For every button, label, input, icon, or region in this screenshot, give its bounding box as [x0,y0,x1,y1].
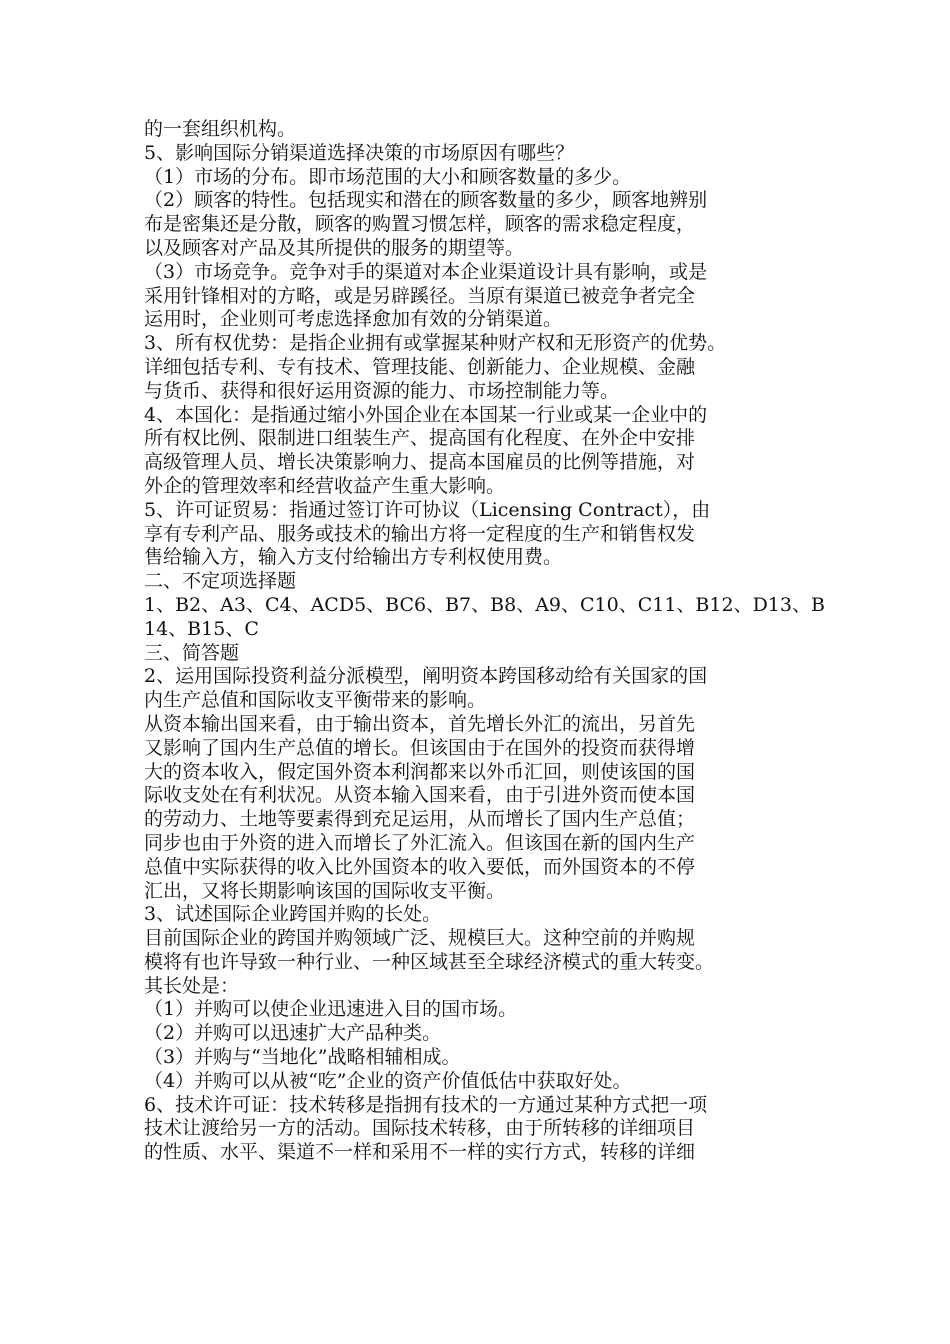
text-line: 高级管理人员、增长决策影响力、提高本国雇员的比例等措施，对 [144,451,696,474]
text-line: 1、B2、A3、C4、ACD5、BC6、B7、B8、A9、C10、C11、B12、D13、B [144,593,825,616]
text-line: 又影响了国内生产总值的增长。但该国由于在国外的投资而获得增 [144,736,696,759]
text-line: 总值中实际获得的收入比外国资本的收入要低，而外国资本的不停 [144,855,696,878]
text-line: （2）顾客的特性。包括现实和潜在的顾客数量的多少，顾客地辨别 [144,189,708,212]
text-line: （3）市场竞争。竞争对手的渠道对本企业渠道设计具有影响，或是 [144,260,708,283]
text-line: 模将有也许导致一种行业、一种区域甚至全球经济模式的重大转变。 [144,950,715,973]
text-line: 运用时，企业则可考虑选择愈加有效的分销渠道。 [144,308,563,331]
text-line: 从资本输出国来看，由于输出资本，首先增长外汇的流出，另首先 [144,712,696,735]
text-line: 同步也由于外资的进入而增长了外汇流入。但该国在新的国内生产 [144,831,696,854]
text-line: 6、技术许可证：技术转移是指拥有技术的一方通过某种方式把一项 [144,1093,708,1116]
text-line: 所有权比例、限制进口组装生产、提高国有化程度、在外企中安排 [144,427,696,450]
text-line: 大的资本收入，假定国外资本利润都来以外币汇回，则使该国的国 [144,760,696,783]
document-body [144,118,824,1165]
text-line: 技术让渡给另一方的活动。国际技术转移，由于所转移的详细项目 [144,1117,696,1140]
text-line: 二、不定项选择题 [144,570,297,593]
text-line: 2、运用国际投资利益分派模型，阐明资本跨国移动给有关国家的国 [144,665,708,688]
text-line: 目前国际企业的跨国并购领域广泛、规模巨大。这种空前的并购规 [144,927,696,950]
text-line: 三、简答题 [144,641,240,664]
text-line: 采用针锋相对的方略，或是另辟蹊径。当原有渠道已被竞争者完全 [144,284,696,307]
text-line: 14、B15、C [144,617,259,640]
text-line: （4）并购可以从被“吃”企业的资产价值低估中获取好处。 [144,1069,632,1092]
text-line: （1）市场的分布。即市场范围的大小和顾客数量的多少。 [144,165,632,188]
text-line: 详细包括专利、专有技术、管理技能、创新能力、企业规模、金融 [144,355,696,378]
text-line: 布是密集还是分散，顾客的购置习惯怎样，顾客的需求稳定程度， [144,213,696,236]
text-line: 内生产总值和国际收支平衡带来的影响。 [144,689,487,712]
text-line: 以及顾客对产品及其所提供的服务的期望等。 [144,236,525,259]
text-line: 5、许可证贸易：指通过签订许可协议（Licensing Contract），由 [144,498,711,521]
text-line: 外企的管理效率和经营收益产生重大影响。 [144,474,506,497]
text-line: 售给输入方，输入方支付给输出方专利权使用费。 [144,546,563,569]
text-line: （2）并购可以迅速扩大产品种类。 [144,1022,442,1045]
text-line: 与货币、获得和很好运用资源的能力、市场控制能力等。 [144,379,620,402]
text-line: 的一套组织机构。 [144,118,297,140]
text-line: 汇出，又将长期影响该国的国际收支平衡。 [144,879,506,902]
text-line: （1）并购可以使企业迅速进入目的国市场。 [144,998,518,1021]
text-line: 的性质、水平、渠道不一样和采用不一样的实行方式，转移的详细 [144,1141,696,1164]
text-line: 4、本国化：是指通过缩小外国企业在本国某一行业或某一企业中的 [144,403,708,426]
text-line: 3、试述国际企业跨国并购的长处。 [144,903,442,926]
text-line: 3、所有权优势：是指企业拥有或掌握某种财产权和无形资产的优势。 [144,332,727,355]
text-line: 际收支处在有利状况。从资本输入国来看，由于引进外资而使本国 [144,784,696,807]
text-line: 其长处是： [144,974,240,997]
text-line: （3）并购与“当地化”战略相辅相成。 [144,1046,461,1069]
text-line: 的劳动力、土地等要素得到充足运用，从而增长了国内生产总值； [144,808,696,831]
text-line: 5、影响国际分销渠道选择决策的市场原因有哪些？ [144,141,575,164]
text-line: 享有专利产品、服务或技术的输出方将一定程度的生产和销售权发 [144,522,696,545]
